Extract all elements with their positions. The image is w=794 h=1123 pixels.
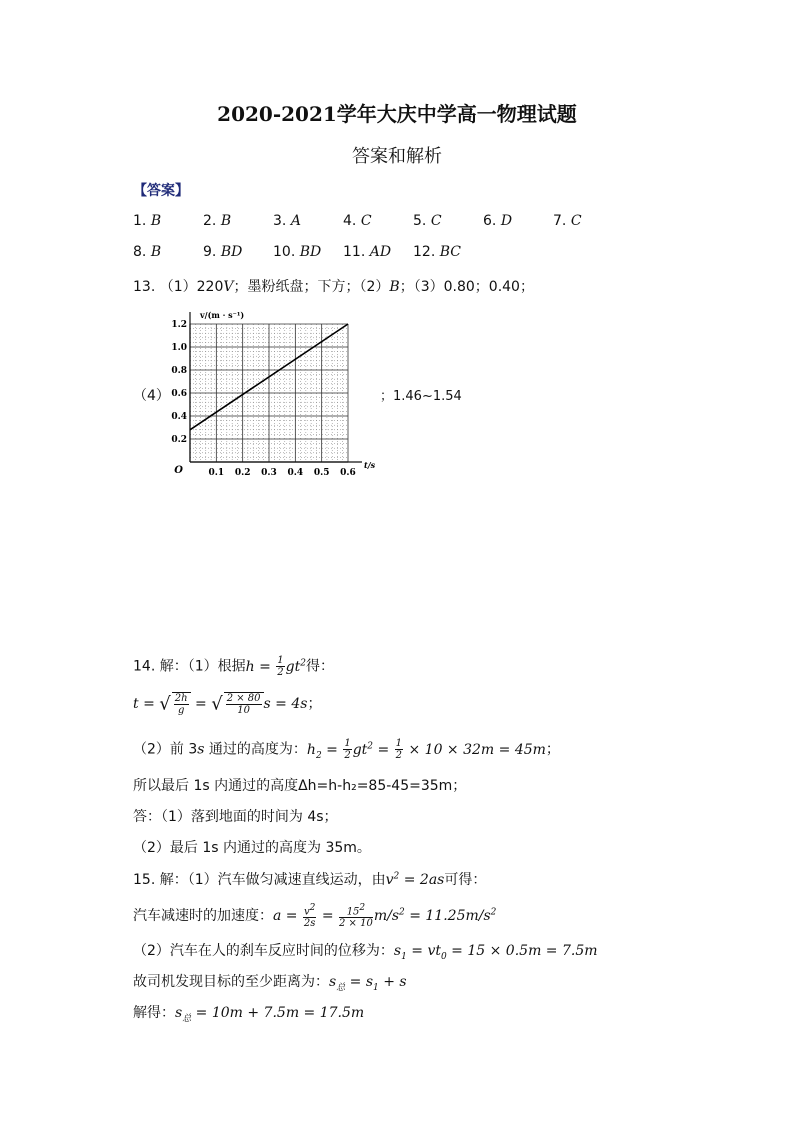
q13-part4-label: （4） xyxy=(133,388,170,404)
y-tick-label: 0.4 xyxy=(171,412,187,422)
y-tick-label: 0.8 xyxy=(171,366,187,376)
answer-item: 5. C xyxy=(413,213,442,229)
x-axis-label: t/s xyxy=(364,460,376,470)
formula-h: h = $\frac{1}{2}$ $gt^2$ xyxy=(245,655,306,678)
answer-tag: 【答案】 xyxy=(133,183,189,199)
q15-line-3: （2）汽车在人的刹车反应时间的位移为：$s_1 = vt_0 = 15 \times 0.5m = 7.5m$ xyxy=(133,943,598,962)
answer-item: 3. A xyxy=(273,213,301,229)
formula-t: t = √ $\frac{2h}{g}$ = √ $\frac{2 \times 80}{10}$ s = 4s xyxy=(133,693,308,716)
q13-part4-answer: ；1.46~1.54 xyxy=(380,389,462,404)
q14-line-4: 所以最后 1s 内通过的高度Δh=h-h₂=85-45=35m； xyxy=(133,778,467,794)
answer-item: 9. BD xyxy=(203,244,243,260)
answer-item: 1. B xyxy=(133,213,162,229)
x-tick-label: 0.3 xyxy=(261,468,277,478)
q14-line-3: （2）前 3s 通过的高度为：$h_2$ = $\frac{1}{2}$ $gt^2$ = $\frac{1}{2}$ × 10 × 32m = 45m； xyxy=(133,738,560,761)
vt-chart-svg xyxy=(170,308,380,480)
answer-item: 8. B xyxy=(133,244,162,260)
answer-item: 10. BD xyxy=(273,244,322,260)
x-tick-label: 0.4 xyxy=(287,468,304,478)
formula-s-total: $s_总 = s_1 + s$ xyxy=(329,974,407,993)
x-tick-label: 0.6 xyxy=(340,468,356,478)
q14-line-5: 答：（1）落到地面的时间为 4s； xyxy=(133,809,338,825)
q15-line-5: 解得：$s_总 = 10m + 7.5m = 17.5m$ xyxy=(133,1005,365,1024)
q15-line-4: 故司机发现目标的至少距离为：$s_总 = s_1 + s$ xyxy=(133,974,407,993)
answer-item: 2. B xyxy=(203,213,232,229)
formula-a: a = $\frac{v^2}{2s}$ = $\frac{15^2}{2 \times 10}$ $m/s^2 = 11.25m/s^2$ xyxy=(273,903,497,930)
answer-item: 11. AD xyxy=(343,244,392,260)
q15-line-2: 汽车减速时的加速度：a = $\frac{v^2}{2s}$ = $\frac{15^2}{2 \times 10}$ $m/s^2 = 11.25m/s^2$ xyxy=(133,903,497,930)
y-tick-label: 1.2 xyxy=(171,320,187,330)
question-number: 14. xyxy=(133,658,156,675)
x-tick-label: 0.2 xyxy=(234,468,251,478)
answer-item: 6. D xyxy=(483,213,513,229)
x-tick-label: 0.1 xyxy=(208,468,225,478)
page-title: 2020-2021学年大庆中学高一物理试题 xyxy=(217,102,577,126)
y-axis-label: v/(m · s⁻¹) xyxy=(200,310,245,320)
question-number: 13. xyxy=(133,279,156,295)
formula-s-result: $s_总 = 10m + 7.5m = 17.5m$ xyxy=(175,1005,365,1024)
q15-line-1: 15. 解：（1）汽车做匀减速直线运动，由$v^2 = 2as$可得： xyxy=(133,871,487,888)
origin-label: O xyxy=(174,465,183,476)
question-number: 15. xyxy=(133,872,156,888)
y-tick-label: 0.6 xyxy=(171,389,187,399)
formula-v2: $v^2 = 2as$ xyxy=(385,871,445,888)
formula-h2: $h_2$ = $\frac{1}{2}$ $gt^2$ = $\frac{1}{2}$ × 10 × 32m = 45m xyxy=(306,738,546,761)
answer-item: 4. C xyxy=(343,213,372,229)
y-tick-label: 0.2 xyxy=(171,435,187,445)
q14-line-2: t = √ $\frac{2h}{g}$ = √ $\frac{2 \times 80}{10}$ s = 4s； xyxy=(133,693,322,716)
q14-line-1: 14. 解：（1）根据h = $\frac{1}{2}$ $gt^2$得： xyxy=(133,655,334,678)
q13-line: 13. （1）220V；墨粉纸盘；下方；（2）B；（3）0.80；0.40； xyxy=(133,279,534,295)
y-tick-label: 1.0 xyxy=(171,343,187,353)
formula-s1: $s_1 = vt_0 = 15 \times 0.5m = 7.5m$ xyxy=(393,943,598,962)
q14-line-6: （2）最后 1s 内通过的高度为 35m。 xyxy=(133,840,371,856)
answer-item: 12. BC xyxy=(413,244,461,260)
page-subtitle: 答案和解析 xyxy=(352,146,442,167)
vt-chart xyxy=(170,308,380,480)
answer-item: 7. C xyxy=(553,213,582,229)
x-tick-label: 0.5 xyxy=(313,468,330,478)
